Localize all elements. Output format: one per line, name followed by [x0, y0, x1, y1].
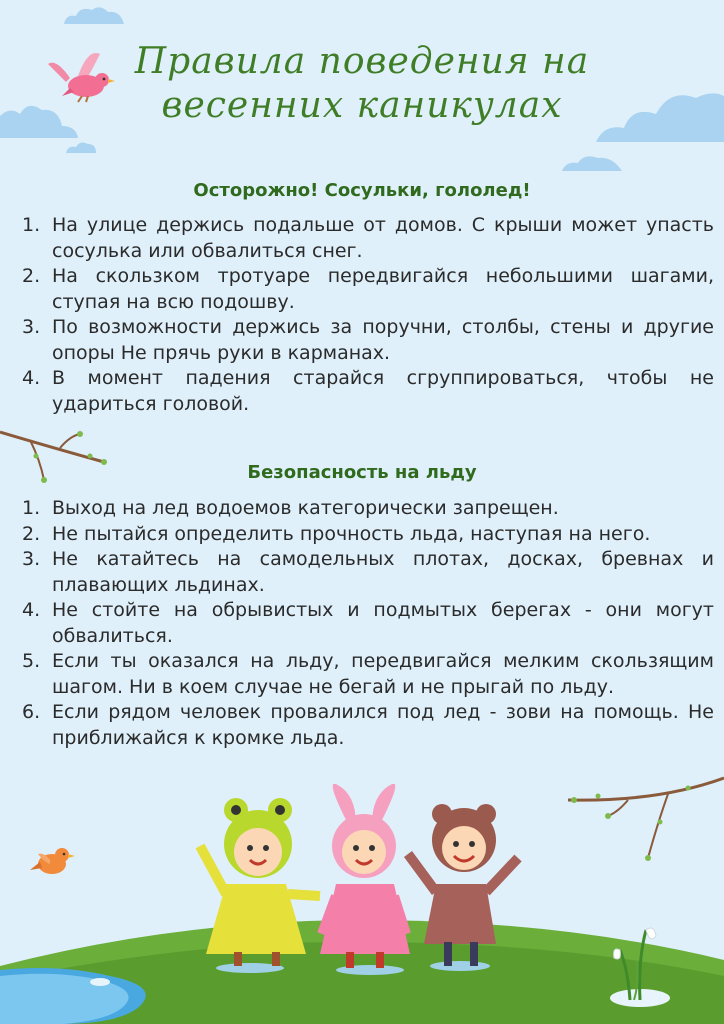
item-number: 3. [22, 548, 41, 570]
list-item [22, 496, 714, 522]
icicles-rules-list [22, 213, 714, 417]
list-item [22, 598, 714, 649]
item-number: 2. [22, 265, 41, 287]
title-line-1: Правила поведения на [134, 41, 590, 82]
branch-icon [568, 772, 724, 862]
list-item [22, 700, 714, 751]
item-text: На улице держись подальше от домов. С крыши может упасть сосулька или обвалиться снег. [52, 214, 714, 262]
item-text: Выход на лед водоемов категорически запрещен. [52, 497, 559, 519]
item-text: Если ты оказался на льду, передвигайся мелким скользящим шагом. Ни в коем случае не бегай и не прыгай по льду. [52, 650, 714, 698]
item-text: В момент падения старайся сгруппироваться, чтобы не удариться головой. [52, 367, 714, 415]
cloud-icon [560, 152, 626, 172]
item-number: 3. [22, 316, 41, 338]
list-item [22, 547, 714, 598]
title-line-2: весенних каникулах [161, 85, 563, 126]
item-text: Не стойте на обрывистых и подмытых берегах - они могут обвалиться. [52, 599, 714, 647]
item-number: 2. [22, 522, 41, 545]
item-text: Не пытайся определить прочность льда, наступая на него. [52, 522, 651, 545]
item-text: По возможности держись за поручни, столбы, стены и другие опоры Не прячь руки в карманах. [52, 316, 714, 364]
item-number: 4. [22, 599, 41, 621]
list-item [22, 315, 714, 366]
item-number: 4. [22, 367, 41, 389]
list-item [22, 213, 714, 264]
list-item [22, 366, 714, 417]
list-item [22, 649, 714, 700]
item-text: Если рядом человек провалился под лед - зови на помощь. Не приближайся к кромке льда. [52, 701, 714, 749]
section-heading-icicles: Осторожно! Сосульки, гололед! [193, 180, 531, 201]
list-item [22, 522, 714, 548]
list-item [22, 264, 714, 315]
orange-bird-icon [28, 840, 76, 880]
item-text: На скользком тротуаре передвигайся небольшими шагами, ступая на всю подошву. [52, 265, 714, 313]
ice-safety-rules-list [22, 496, 714, 751]
cloud-icon [64, 140, 98, 154]
page-title [0, 40, 724, 128]
item-text: Не катайтесь на самодельных плотах, досках, бревнах и плавающих льдинах. [52, 548, 714, 596]
item-number: 1. [22, 214, 41, 236]
kids-icon [196, 784, 526, 974]
item-number: 6. [22, 701, 41, 723]
section-heading-ice-safety: Безопасность на льду [247, 462, 477, 483]
snowdrop-icon [610, 920, 670, 1000]
item-number: 5. [22, 650, 41, 672]
cloud-icon [60, 4, 130, 26]
item-number: 1. [22, 497, 41, 519]
